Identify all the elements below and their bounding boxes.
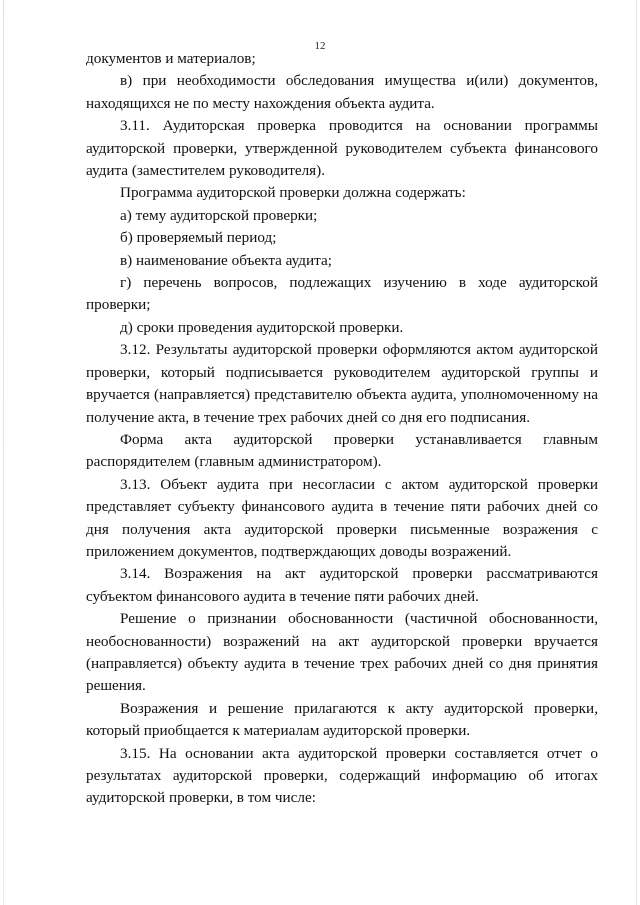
scan-right-edge — [636, 0, 637, 905]
list-item: д) сроки проведения аудиторской проверки. — [120, 318, 404, 336]
paragraph: в) при необходимости обследования имущества и(или) документов, находящихся не по месту нахождения объекта аудита. — [86, 72, 598, 112]
list-item: б) проверяемый период; — [120, 229, 277, 247]
paragraph: Решение о признании обоснованности (частичной обоснованности, необоснованности) возражений на акт аудиторской проверки вручается (направляется) объекту аудита в течение трех рабочих дней со дня принятия решения. — [86, 610, 598, 695]
paragraph: Возражения и решение прилагаются к акту аудиторской проверки, который приобщается к материалам аудиторской проверки. — [86, 699, 598, 740]
paragraph: Форма акта аудиторской проверки устанавливается главным распорядителем (главным администратором). — [86, 430, 598, 471]
scan-left-edge — [3, 0, 4, 905]
paragraph-section-3-15: 3.15. На основании акта аудиторской проверки составляется отчет о результатах аудиторской проверки, содержащий информацию об итогах аудиторской проверки, в том числе: — [86, 744, 598, 807]
page-number: 12 — [314, 40, 326, 52]
list-item: а) тему аудиторской проверки; — [120, 206, 318, 224]
list-item: в) наименование объекта аудита; — [120, 251, 332, 269]
paragraph-section-3-14: 3.14. Возражения на акт аудиторской проверки рассматриваются субъектом финансового аудита в течение пяти рабочих дней. — [86, 565, 598, 605]
paragraph-section-3-13: 3.13. Объект аудита при несогласии с актом аудиторской проверки представляет субъекту финансового аудита в течение пяти рабочих дней со дня получения акта аудиторской проверки письменные возражения с приложением документов, подтверждающих доводы возражений. — [86, 475, 598, 560]
paragraph: Программа аудиторской проверки должна содержать: — [120, 184, 466, 202]
paragraph: документов и материалов; — [86, 50, 256, 67]
list-item: г) перечень вопросов, подлежащих изучению в ходе аудиторской проверки; — [86, 274, 598, 314]
paragraph-section-3-11: 3.11. Аудиторская проверка проводится на основании программы аудиторской проверки, утвержденной руководителем субъекта финансового аудита (заместителем руководителя). — [86, 117, 598, 180]
document-body — [86, 48, 598, 810]
paragraph-section-3-12: 3.12. Результаты аудиторской проверки оформляются актом аудиторской проверки, который подписывается руководителем аудиторской группы и вручается (направляется) представителю объекта аудита, уполномоченному на получение акта, в течение трех рабочих дней со дня его подписания. — [86, 341, 598, 426]
